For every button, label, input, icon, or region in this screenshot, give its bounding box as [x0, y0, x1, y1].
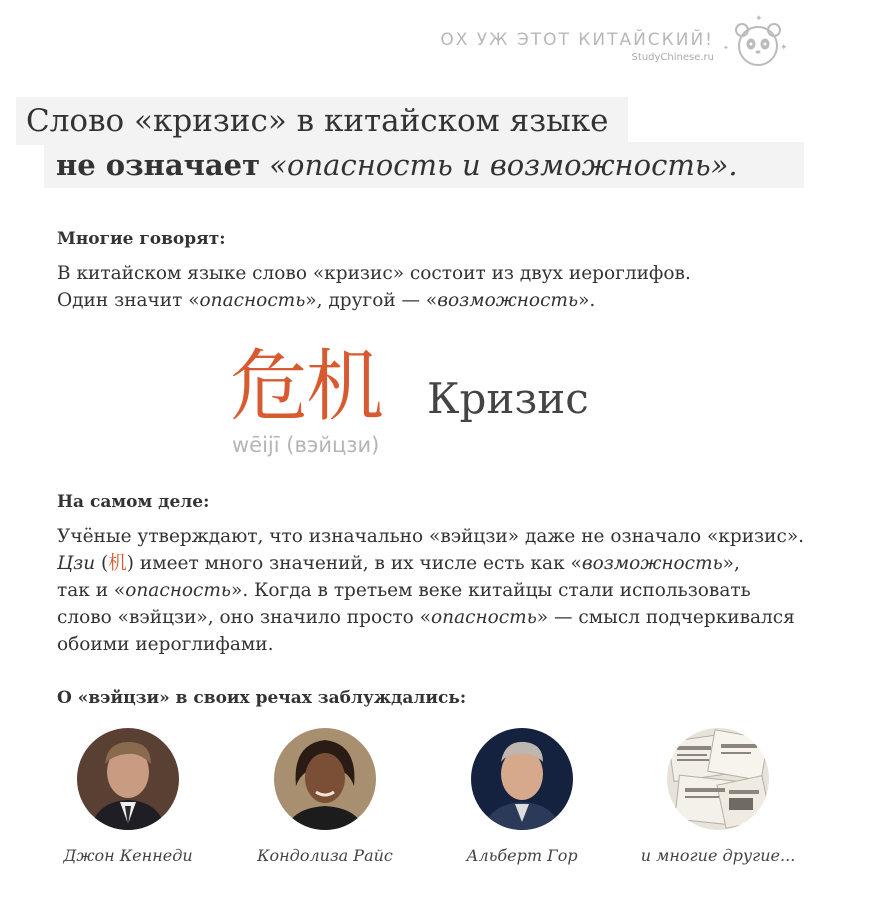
section1-heading: Многие говорят:	[57, 229, 226, 249]
headline-bold: не означает	[56, 148, 261, 182]
brand	[440, 30, 714, 63]
text-italic: возможность	[437, 290, 579, 311]
portrait-rice	[274, 728, 376, 830]
translation-word: Кризис	[427, 374, 589, 423]
headline-line2	[44, 142, 804, 188]
brand-title: ОХ УЖ ЭТОТ КИТАЙСКИЙ!	[440, 30, 714, 50]
panda-logo-icon	[722, 12, 794, 74]
text-span: »,	[722, 553, 740, 574]
section2-line5: обоими иероглифами.	[57, 634, 274, 655]
text-italic: опасность	[431, 607, 537, 628]
person-gore	[422, 728, 622, 865]
text-italic: опасность	[199, 290, 306, 311]
svg-text:✦: ✦	[723, 44, 729, 52]
section2-line3	[57, 577, 804, 604]
text-span: » — смысл подчеркивался	[536, 607, 795, 628]
person-others	[618, 728, 818, 865]
text-italic: опасность	[125, 580, 231, 601]
caption-gore: Альберт Гор	[466, 846, 578, 865]
headline-italic: «опасность и возможность».	[269, 148, 738, 182]
brand-site: StudyChinese.ru	[631, 52, 714, 63]
section3-heading: О «вэйцзи» в своих речах заблуждались:	[57, 688, 467, 708]
text-span: Один значит «	[57, 290, 200, 311]
portrait-newspapers	[667, 728, 769, 830]
hanzi-weiji: 危机	[230, 342, 383, 432]
caption-kennedy: Джон Кеннеди	[63, 846, 193, 865]
person-rice	[225, 728, 425, 865]
section2-heading: На самом деле:	[57, 492, 210, 512]
text-span: ».	[578, 290, 596, 311]
pinyin: wēijī (вэйцзи)	[232, 433, 380, 457]
section2-paragraph	[57, 523, 804, 658]
person-kennedy	[28, 728, 228, 865]
text-span: слово «вэйцзи», оно значило просто «	[57, 607, 432, 628]
svg-text:✦: ✦	[780, 43, 788, 53]
section1-line1: В китайском языке слово «кризис» состоит из двух иероглифов.	[57, 263, 691, 284]
hanzi-ji: 机	[108, 553, 127, 574]
text-span: (	[95, 553, 109, 574]
text-span: ». Когда в третьем веке китайцы стали использовать	[231, 580, 751, 601]
section2-line4	[57, 604, 804, 631]
caption-others: и многие другие...	[640, 846, 796, 865]
headline-line1: Слово «кризис» в китайском языке	[16, 97, 628, 145]
section1-line2	[57, 287, 691, 314]
text-span: ) имеет много значений, в их числе есть как «	[126, 553, 582, 574]
caption-rice: Кондолиза Райс	[257, 846, 393, 865]
section1-paragraph	[57, 260, 691, 314]
text-span: », другой — «	[305, 290, 438, 311]
portrait-kennedy	[77, 728, 179, 830]
text-span: так и «	[57, 580, 126, 601]
section2-line1: Учёные утверждают, что изначально «вэйцзи» даже не означало «кризис».	[57, 526, 805, 547]
text-italic: Цзи	[57, 553, 96, 574]
section2-line2	[57, 550, 804, 577]
svg-text:✦: ✦	[755, 14, 763, 24]
portrait-gore	[471, 728, 573, 830]
text-italic: возможность	[581, 553, 723, 574]
